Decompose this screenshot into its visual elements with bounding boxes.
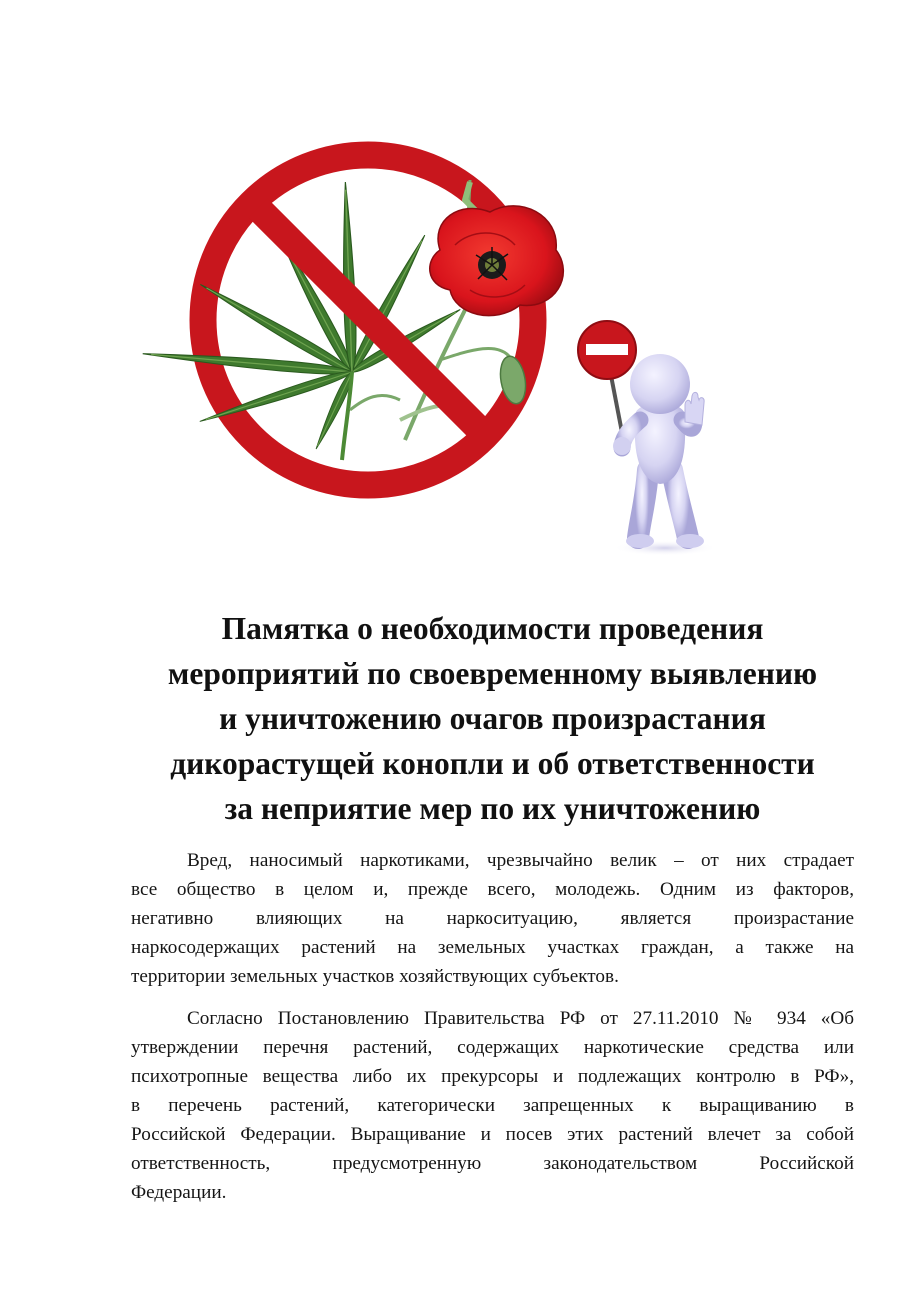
stop-figure-icon <box>578 321 717 556</box>
paragraph-regulation <box>131 1004 854 1207</box>
header-illustration <box>0 0 919 600</box>
paragraph-line: негативно влияющих на наркоситуацию, является произрастание <box>131 908 854 929</box>
poppy-flower-icon <box>430 206 564 316</box>
document-title <box>110 606 875 831</box>
paragraph-line: Вред, наносимый наркотиками, чрезвычайно велик – от них страдает <box>187 850 854 871</box>
illustration-svg <box>0 0 919 600</box>
paragraph-harm <box>131 846 854 991</box>
paragraph-line: Федерации. <box>131 1182 227 1203</box>
title-line: Памятка о необходимости проведения <box>221 611 764 646</box>
paragraph-line: ответственность, предусмотренную законодательством Российской <box>131 1153 854 1174</box>
title-line: и уничтожению очагов произрастания <box>219 701 766 736</box>
paragraph-line: наркосодержащих растений на земельных участках граждан, а также на <box>131 937 854 958</box>
paragraph-line: Согласно Постановлению Правительства РФ от 27.11.2010 № 934 «Об <box>187 1008 854 1029</box>
paragraph-line: в перечень растений, категорически запрещенных к выращиванию в <box>131 1095 854 1116</box>
paragraph-line: все общество в целом и, прежде всего, молодежь. Одним из факторов, <box>131 879 854 900</box>
paragraph-line: территории земельных участков хозяйствующих субъектов. <box>131 966 619 987</box>
title-line: дикорастущей конопли и об ответственности <box>170 746 815 781</box>
title-line: за неприятие мер по их уничтожению <box>224 791 761 826</box>
paragraph-line: Российской Федерации. Выращивание и посев этих растений влечет за собой <box>131 1124 854 1145</box>
title-line: мероприятий по своевременному выявлению <box>167 656 818 691</box>
paragraph-line: утверждении перечня растений, содержащих наркотические средства или <box>131 1037 854 1058</box>
paragraph-line: психотропные вещества либо их прекурсоры и подлежащих контролю в РФ», <box>131 1066 854 1087</box>
